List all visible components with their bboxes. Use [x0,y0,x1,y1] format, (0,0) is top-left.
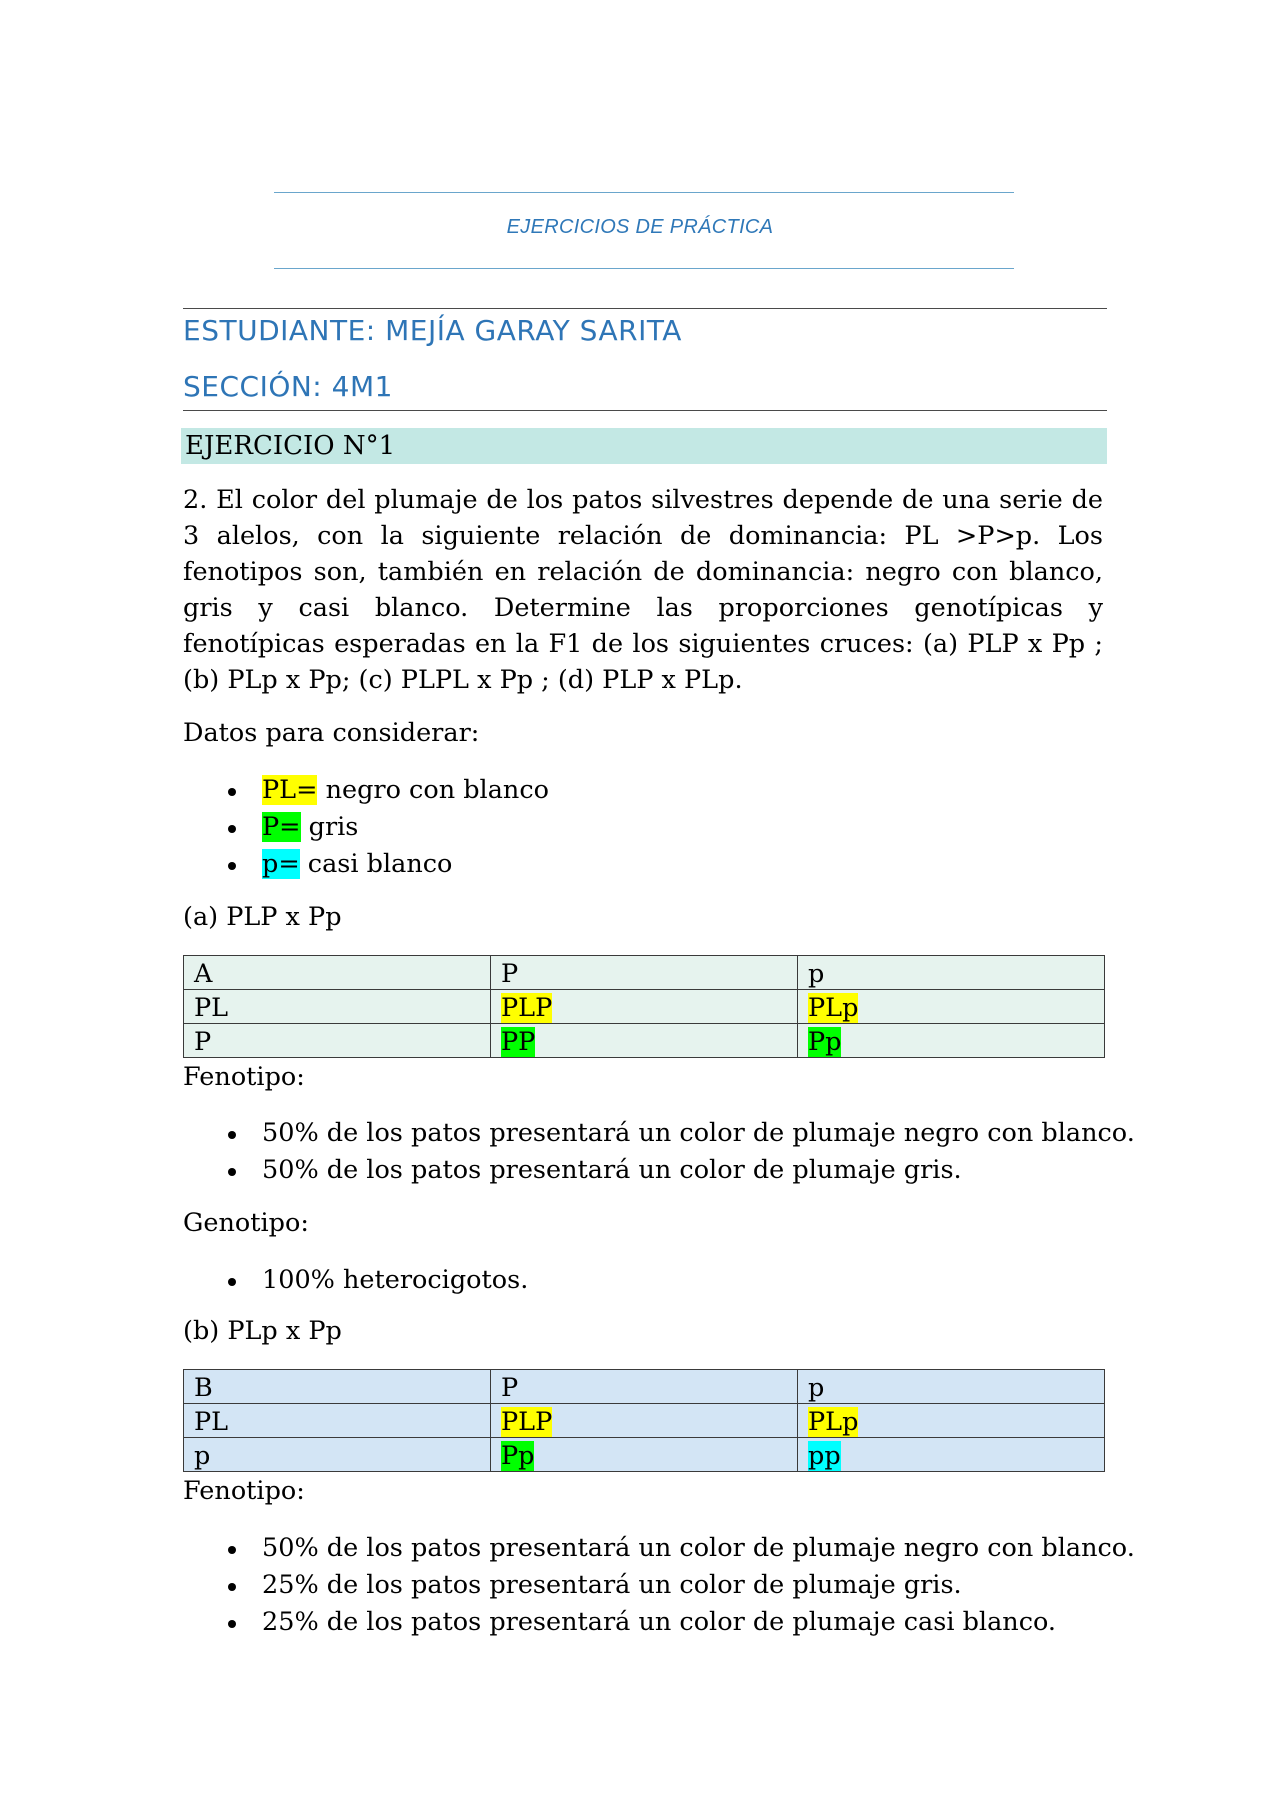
list-item: 50% de los patos presentará un color de plumaje negro con blanco. [222,1530,1135,1567]
table-row [184,1404,1105,1438]
header-rule-top [274,192,1014,193]
allele-code: PL= [262,775,318,805]
student-name: ESTUDIANTE: MEJÍA GARAY SARITA [183,314,682,347]
student-section: SECCIÓN: 4M1 [183,370,393,403]
table-cell: pp [798,1438,1105,1472]
table-cell: PLp [798,990,1105,1024]
data-list [222,772,549,883]
table-cell: p [798,956,1105,990]
bullet-icon [228,1168,236,1176]
table-cell: B [184,1370,491,1404]
table-cell: PLp [798,1404,1105,1438]
cross-a-heading: (a) PLP x Pp [183,902,342,932]
cross-a-genotype-heading: Genotipo: [183,1208,309,1238]
cross-a-phenotype-heading: Fenotipo: [183,1062,305,1092]
student-rule-bottom [183,410,1107,411]
table-cell: p [184,1438,491,1472]
table-row [184,1370,1105,1404]
table-cell: PL [184,1404,491,1438]
table-cell: Pp [491,1438,798,1472]
table-cell: P [491,1370,798,1404]
list-item [222,809,549,846]
header-title: EJERCICIOS DE PRÁCTICA [506,216,774,238]
table-row [184,1438,1105,1472]
bullet-icon [228,1583,236,1591]
allele-description: negro con blanco [317,775,549,805]
table-cell: P [184,1024,491,1058]
list-item: 100% heterocigotos. [222,1262,528,1299]
allele-description: gris [300,812,359,842]
allele-code: p= [262,849,300,879]
bullet-icon [228,788,236,796]
table-cell: PLP [491,990,798,1024]
data-heading: Datos para considerar: [183,718,480,748]
table-row [184,1024,1105,1058]
cross-b-heading: (b) PLp x Pp [183,1316,342,1346]
cross-b-phenotype-list [222,1530,1135,1641]
punnett-table-b [183,1369,1105,1472]
bullet-icon [228,1546,236,1554]
table-cell: Pp [798,1024,1105,1058]
table-cell: P [491,956,798,990]
allele-description: casi blanco [299,849,453,879]
exercise-banner [181,428,1107,464]
bullet-icon [228,1131,236,1139]
table-cell: PP [491,1024,798,1058]
bullet-icon [228,825,236,833]
list-item: 25% de los patos presentará un color de plumaje gris. [222,1567,1135,1604]
list-item: 50% de los patos presentará un color de plumaje negro con blanco. [222,1115,1135,1152]
cross-b-phenotype-heading: Fenotipo: [183,1476,305,1506]
table-row [184,990,1105,1024]
student-rule-top [183,308,1107,309]
problem-statement: 2. El color del plumaje de los patos silvestres depende de una serie de 3 alelos, con la siguiente relación de dominancia: PL >P>p. Los fenotipos son, también en relación de dominancia: negro con blanco, gris y casi blanco. Determine las proporciones genotípicas y fenotípicas esperadas en la F1 de los siguientes cruces: (a) PLP x Pp ; (b) PLp x Pp; (c) PLPL x Pp ; (d) PLP x PLp. [183,485,1103,695]
punnett-table-a [183,955,1105,1058]
table-cell: p [798,1370,1105,1404]
cross-a-genotype-list [222,1262,528,1299]
allele-code: P= [262,812,301,842]
table-cell: A [184,956,491,990]
list-item [222,772,549,809]
table-cell: PL [184,990,491,1024]
list-item [222,846,549,883]
cross-a-phenotype-list [222,1115,1135,1189]
table-cell: PLP [491,1404,798,1438]
list-item: 50% de los patos presentará un color de plumaje gris. [222,1152,1135,1189]
bullet-icon [228,862,236,870]
header-rule-bottom [274,268,1014,269]
exercise-banner-label: EJERCICIO N°1 [185,431,396,461]
bullet-icon [228,1278,236,1286]
table-row [184,956,1105,990]
list-item: 25% de los patos presentará un color de plumaje casi blanco. [222,1604,1135,1641]
bullet-icon [228,1620,236,1628]
